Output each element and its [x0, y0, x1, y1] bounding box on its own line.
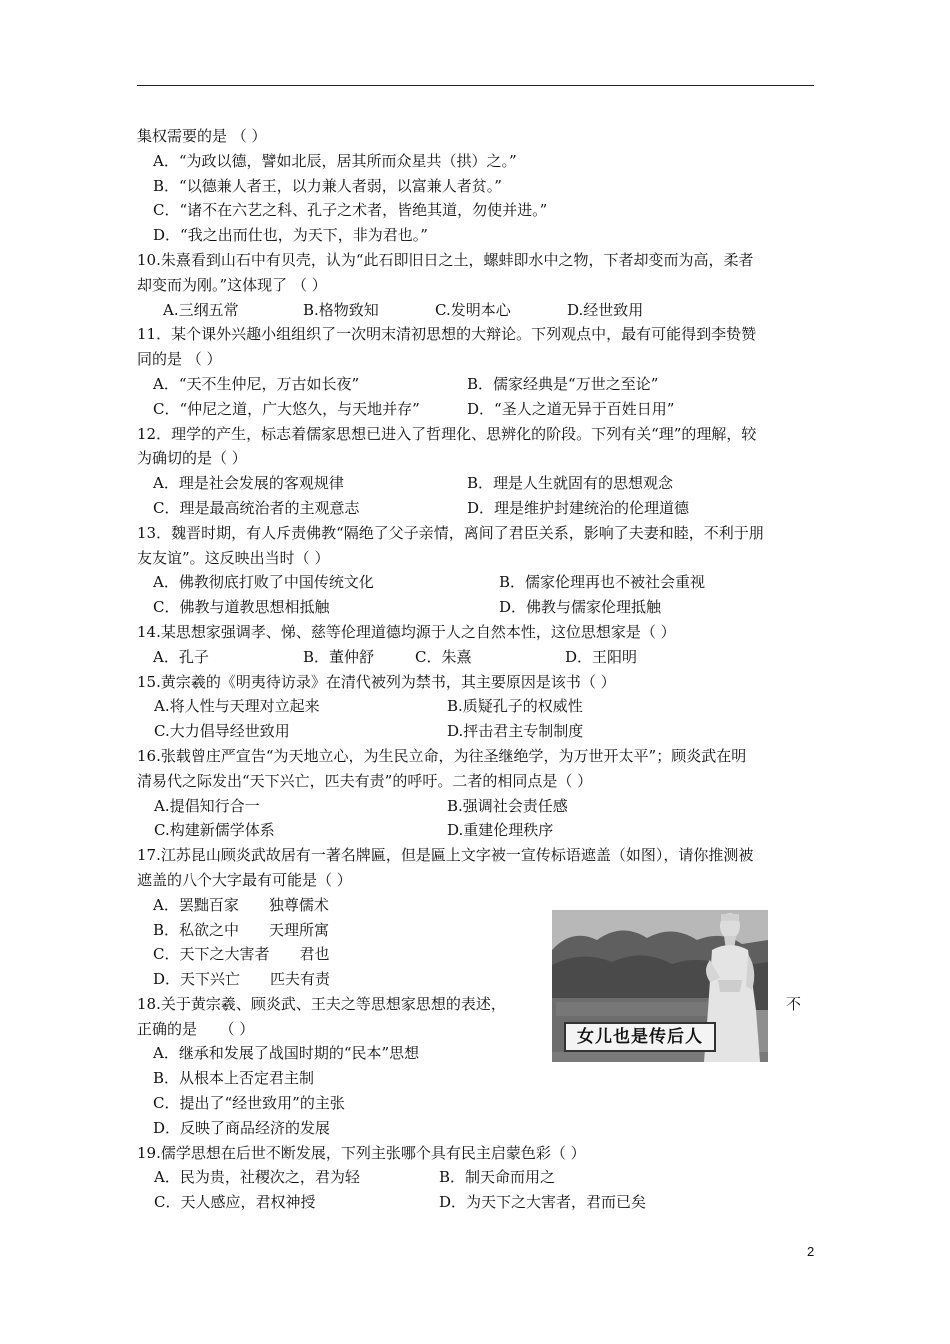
q11-options-ab — [137, 372, 817, 397]
q17-option-d: D．天下兴亡 匹夫有责 — [153, 970, 331, 989]
q9-option-c: C．“诸不在六艺之科、孔子之术者，皆绝其道，勿使并进。” — [153, 201, 548, 220]
q14-stem: 14.某思想家强调孝、悌、慈等伦理道德均源于人之自然本性，这位思想家是（ ） — [137, 622, 676, 641]
q14-option-c: C．朱熹 — [415, 647, 472, 666]
q10-option-c: C.发明本心 — [435, 300, 511, 319]
q19-option-c: C．天人感应，君权神授 — [154, 1193, 316, 1212]
q10-option-d: D.经世致用 — [567, 300, 644, 319]
q12-option-c: C．理是最高统治者的主观意志 — [153, 498, 360, 517]
q15-option-b: B.质疑孔子的权威性 — [447, 697, 583, 716]
q18-option-c: C．提出了“经世致用”的主张 — [153, 1094, 345, 1113]
q11-option-d: D．“圣人之道无异于百姓日用” — [467, 399, 675, 418]
page-number: 2 — [807, 1244, 815, 1259]
q16-option-d: D.重建伦理秩序 — [447, 821, 554, 840]
q10-options — [137, 298, 817, 323]
q9-stem: 集权需要的是 （ ） — [137, 127, 267, 145]
q16-options-ab — [137, 794, 817, 819]
q9-option-a: A．“为政以德，譬如北辰，居其所而众星共（拱）之。” — [153, 151, 517, 170]
header-rule — [137, 85, 814, 86]
q15-option-c: C.大力倡导经世致用 — [154, 722, 290, 741]
q14-option-d: D．王阳明 — [565, 647, 638, 666]
q17-stem-line1: 17.江苏昆山顾炎武故居有一著名牌匾，但是匾上文字被一宣传标语遮盖（如图），请你推测被 — [137, 846, 754, 865]
q13-stem-line2: 友友谊”。这反映出当时（ ） — [137, 548, 330, 567]
q10-option-a: A.三纲五常 — [163, 300, 239, 319]
q13-stem-line1: 13．魏晋时期，有人斥责佛教“隔绝了父子亲情，离间了君臣关系，影响了夫妻和睦，不利于朋 — [137, 523, 764, 542]
q18-stem-tail: 不 — [786, 994, 802, 1013]
q14-options — [137, 645, 817, 670]
q11-option-a: A．“天不生仲尼，万古如长夜” — [153, 374, 360, 393]
q16-stem-line2: 清易代之际发出“天下兴亡，匹夫有责”的呼吁。二者的相同点是（ ） — [137, 771, 593, 790]
q13-option-c: C．佛教与道教思想相抵触 — [153, 598, 330, 617]
q12-options-ab — [137, 471, 817, 496]
q17-stem-line2: 遮盖的八个大字最有可能是（ ） — [137, 870, 352, 889]
q10-stem-line1: 10.朱熹看到山石中有贝壳，认为“此石即旧日之土，螺蚌即水中之物，下者却变而为高，柔者 — [137, 250, 754, 269]
q17-option-c: C．天下之大害者 君也 — [153, 945, 330, 964]
q13-options-cd — [137, 595, 817, 620]
q15-options-ab — [137, 694, 817, 719]
q19-options-cd — [137, 1190, 817, 1215]
q16-stem-line1: 16.张载曾庄严宣告“为天地立心，为生民立命，为往圣继绝学，为万世开太平”；顾炎武在明 — [137, 746, 747, 765]
q16-option-b: B.强调社会责任感 — [447, 796, 568, 815]
q11-option-c: C．“仲尼之道，广大悠久，与天地并存” — [153, 399, 420, 418]
q19-option-d: D．为天下之大害者，君而已矣 — [439, 1193, 647, 1212]
q16-option-c: C.构建新儒学体系 — [154, 821, 275, 840]
q12-option-d: D．理是维护封建统治的伦理道德 — [467, 498, 690, 517]
q17-option-a: A．罢黜百家 独尊儒术 — [153, 895, 329, 914]
q11-stem-line2: 同的是 （ ） — [137, 350, 222, 369]
q15-stem: 15.黄宗羲的《明夷待访录》在清代被列为禁书，其主要原因是该书（ ） — [137, 672, 616, 691]
q17-option-b: B．私欲之中 天理所寓 — [153, 920, 330, 939]
gu-yanwu-statue-photo — [552, 910, 768, 1062]
q12-option-a: A．理是社会发展的客观规律 — [153, 474, 344, 493]
q9-option-b: B．“以德兼人者王，以力兼人者弱，以富兼人者贫。” — [153, 176, 502, 195]
q19-option-b: B．制天命而用之 — [439, 1168, 556, 1187]
q19-option-a: A．民为贵，社稷次之，君为轻 — [154, 1168, 360, 1187]
q9-option-d: D．“我之出而仕也，为天下，非为君也。” — [153, 226, 428, 245]
q12-option-b: B．理是人生就固有的思想观念 — [467, 474, 674, 493]
q19-options-ab — [137, 1165, 817, 1190]
q11-stem-line1: 11．某个课外兴趣小组组织了一次明末清初思想的大辩论。下列观点中，最有可能得到李贽赞 — [137, 325, 757, 344]
q15-option-d: D.抨击君主专制制度 — [447, 722, 584, 741]
q18-option-a: A．继承和发展了战国时期的“民本”思想 — [153, 1044, 420, 1063]
q18-option-b: B．从根本上否定君主制 — [153, 1069, 315, 1088]
q14-option-a: A．孔子 — [153, 647, 209, 666]
q16-options-cd — [137, 818, 817, 843]
q14-option-b: B．董仲舒 — [303, 647, 375, 666]
q18-option-d: D．反映了商品经济的发展 — [153, 1118, 331, 1137]
q12-stem-line2: 为确切的是（ ） — [137, 449, 247, 468]
q15-options-cd — [137, 719, 817, 744]
q12-options-cd — [137, 496, 817, 521]
q15-option-a: A.将人性与天理对立起来 — [154, 697, 320, 716]
q18-stem-line2: 正确的是 （ ） — [137, 1019, 255, 1038]
q13-option-d: D．佛教与儒家伦理抵触 — [499, 598, 662, 617]
q11-options-cd — [137, 397, 817, 422]
q18-stem-text: 18.关于黄宗羲、顾炎武、王夫之等思想家思想的表述， — [137, 994, 506, 1013]
q16-option-a: A.提倡知行合一 — [154, 796, 260, 815]
q12-stem-line1: 12．理学的产生，标志着儒家思想已进入了哲理化、思辨化的阶段。下列有关“理”的理解，较 — [137, 424, 757, 443]
q10-option-b: B.格物致知 — [303, 300, 379, 319]
q13-option-a: A．佛教彻底打败了中国传统文化 — [153, 573, 374, 592]
q10-stem-line2: 却变而为刚。”这体现了 （ ） — [137, 275, 327, 294]
q11-option-b: B．儒家经典是“万世之至论” — [467, 374, 659, 393]
q19-stem: 19.儒学思想在后世不断发展，下列主张哪个具有民主启蒙色彩（ ） — [137, 1143, 586, 1162]
q13-option-b: B．儒家伦理再也不被社会重视 — [499, 573, 706, 592]
slogan-banner: 女儿也是传后人 — [564, 1022, 716, 1052]
q13-options-ab — [137, 570, 817, 595]
